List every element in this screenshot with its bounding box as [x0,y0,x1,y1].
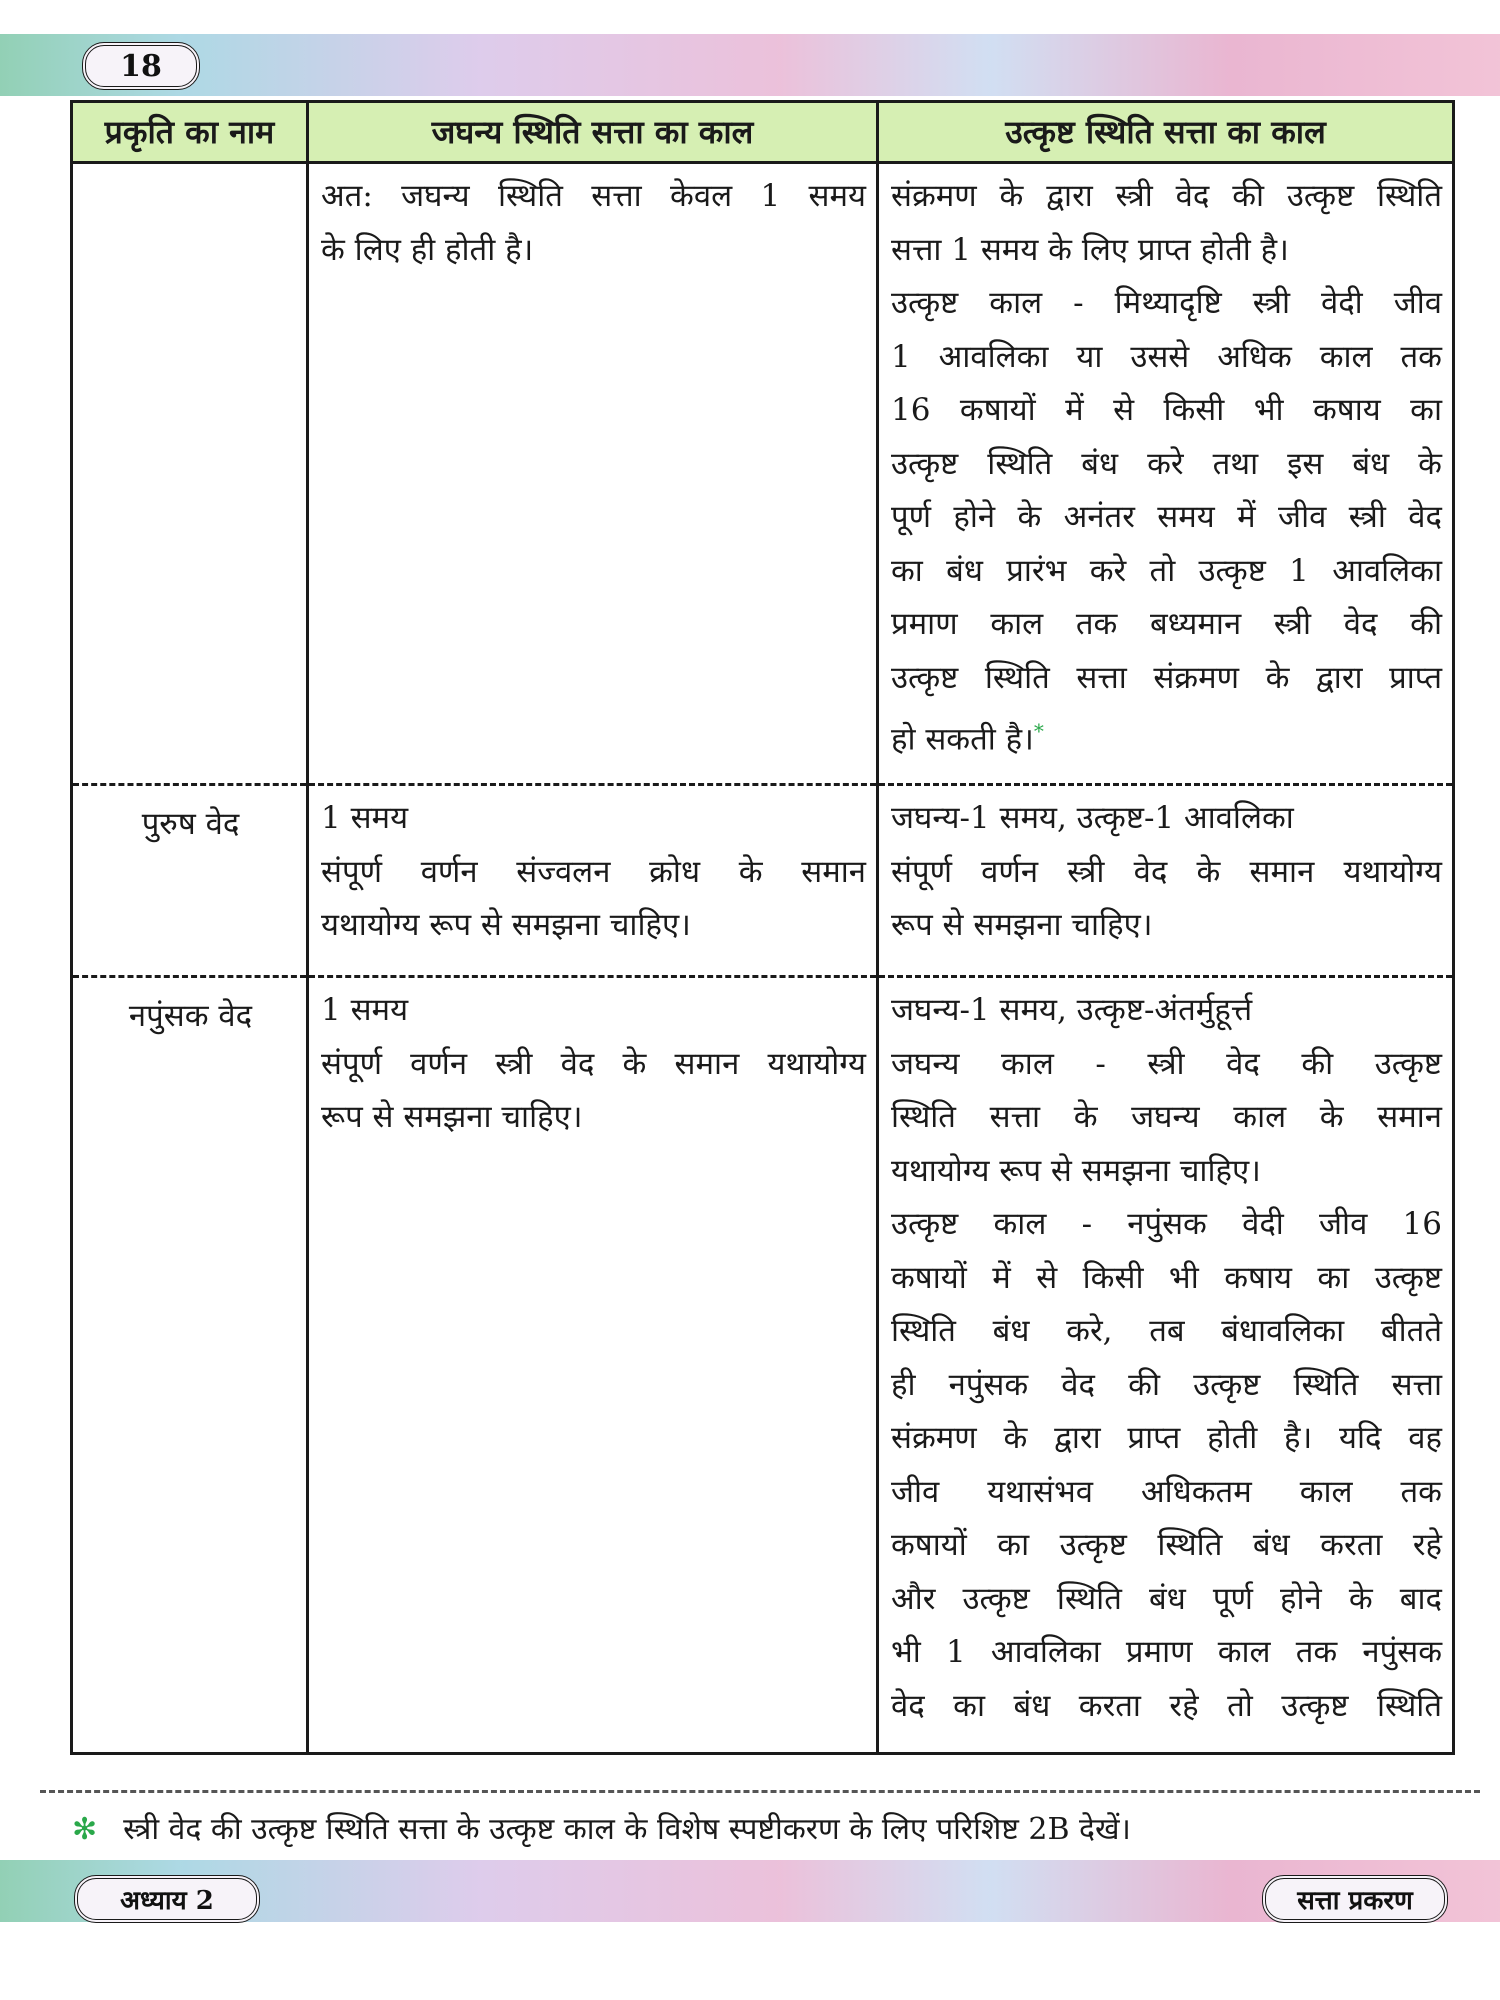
text-line: संपूर्ण वर्णन संज्वलन क्रोध के समान [321,853,866,890]
row-name-cell: पुरुष वेद [72,785,308,977]
table-row-napunsak-ved [72,977,1454,1754]
text-line: यथायोग्य रूप से समझना चाहिए। [891,1152,1261,1189]
text-line: संपूर्ण वर्णन स्त्री वेद के समान यथायोग्य [321,1045,866,1082]
text-line: कषायों का उत्कृष्ट स्थिति बंध करता रहे [891,1527,1442,1563]
text-line: स्थिति बंध करे, तब बंधावलिका बीतते [891,1313,1442,1349]
text-line: संपूर्ण वर्णन स्त्री वेद के समान यथायोग्य [891,853,1442,890]
text-line: प्रमाण काल तक बध्यमान स्त्री वेद की [891,606,1442,642]
section-label: सत्ता प्रकरण [1262,1875,1448,1923]
footnote-text: स्त्री वेद की उत्कृष्ट स्थिति सत्ता के उत्कृष्ट काल के विशेष स्पष्टीकरण के लिए परिशिष्ट 2B देखें। [123,1812,1131,1847]
text-line: और उत्कृष्ट स्थिति बंध पूर्ण होने के बाद [891,1580,1442,1617]
jaghanya-cell [308,163,878,785]
chapter-label: अध्याय 2 [74,1875,260,1923]
text-line: 1 समय [321,800,409,836]
text-line: उत्कृष्ट स्थिति सत्ता संक्रमण के द्वारा प्राप्त [891,659,1442,696]
text-line: रूप से समझना चाहिए। [321,1099,583,1135]
sattakal-table [70,100,1455,1755]
text-line: जघन्य-1 समय, उत्कृष्ट-1 आवलिका [891,800,1294,836]
text-line: उत्कृष्ट स्थिति बंध करे तथा इस बंध के [891,445,1442,482]
asterisk-icon: ✻ [72,1812,98,1847]
text-line: स्थिति सत्ता के जघन्य काल के समान [891,1099,1442,1135]
text-line: पूर्ण होने के अनंतर समय में जीव स्त्री वेद [891,499,1442,535]
column-header-utkrisht: उत्कृष्ट स्थिति सत्ता का काल [878,102,1454,163]
header-decorative-band [0,34,1500,96]
text-line: वेद का बंध करता रहे तो उत्कृष्ट स्थिति [891,1687,1442,1724]
text-line: अत: जघन्य स्थिति सत्ता केवल 1 समय [321,178,866,214]
jaghanya-cell [308,977,878,1754]
row-name-cell: नपुंसक वेद [72,977,308,1754]
footnote-separator [40,1790,1480,1793]
utkrisht-cell [878,977,1454,1754]
utkrisht-cell [878,785,1454,977]
text-line: रूप से समझना चाहिए। [891,907,1153,943]
text-line: का बंध प्रारंभ करे तो उत्कृष्ट 1 आवलिका [891,552,1442,589]
text-line: उत्कृष्ट काल - मिथ्यादृष्टि स्त्री वेदी जीव [891,285,1442,321]
text-line-content: हो सकती है। [891,721,1034,758]
text-line: 1 आवलिका या उससे अधिक काल तक [891,338,1442,375]
text-line: के लिए ही होती है। [321,231,534,268]
column-header-jaghanya: जघन्य स्थिति सत्ता का काल [308,102,878,163]
footnote-marker: * [1033,719,1044,743]
text-line: सत्ता 1 समय के लिए प्राप्त होती है। [891,231,1289,268]
text-line: उत्कृष्ट काल - नपुंसक वेदी जीव 16 [891,1206,1442,1242]
table-row-stri-ved-continued [72,163,1454,785]
text-line: 16 कषायों में से किसी भी कषाय का [891,392,1442,428]
text-line: जीव यथासंभव अधिकतम काल तक [891,1473,1442,1510]
column-header-prakriti: प्रकृति का नाम [72,102,308,163]
page-number: 18 [82,42,200,90]
text-line: जघन्य काल - स्त्री वेद की उत्कृष्ट [891,1045,1442,1082]
table-header-row [72,102,1454,163]
utkrisht-cell [878,163,1454,785]
text-line: संक्रमण के द्वारा स्त्री वेद की उत्कृष्ट स्थिति [891,178,1442,214]
row-name-cell [72,163,308,785]
text-line: संक्रमण के द्वारा प्राप्त होती है। यदि वह [891,1420,1442,1456]
text-line: जघन्य-1 समय, उत्कृष्ट-अंतर्मुहूर्त्त [891,992,1253,1028]
text-line: कषायों में से किसी भी कषाय का उत्कृष्ट [891,1259,1442,1296]
table-row-purush-ved [72,785,1454,977]
jaghanya-cell [308,785,878,977]
text-line: ही नपुंसक वेद की उत्कृष्ट स्थिति सत्ता [891,1366,1442,1403]
footnote [72,1808,1452,1852]
text-line: यथायोग्य रूप से समझना चाहिए। [321,907,691,943]
text-line: 1 समय [321,992,409,1028]
text-line [891,705,1442,767]
text-line: भी 1 आवलिका प्रमाण काल तक नपुंसक [891,1634,1442,1670]
